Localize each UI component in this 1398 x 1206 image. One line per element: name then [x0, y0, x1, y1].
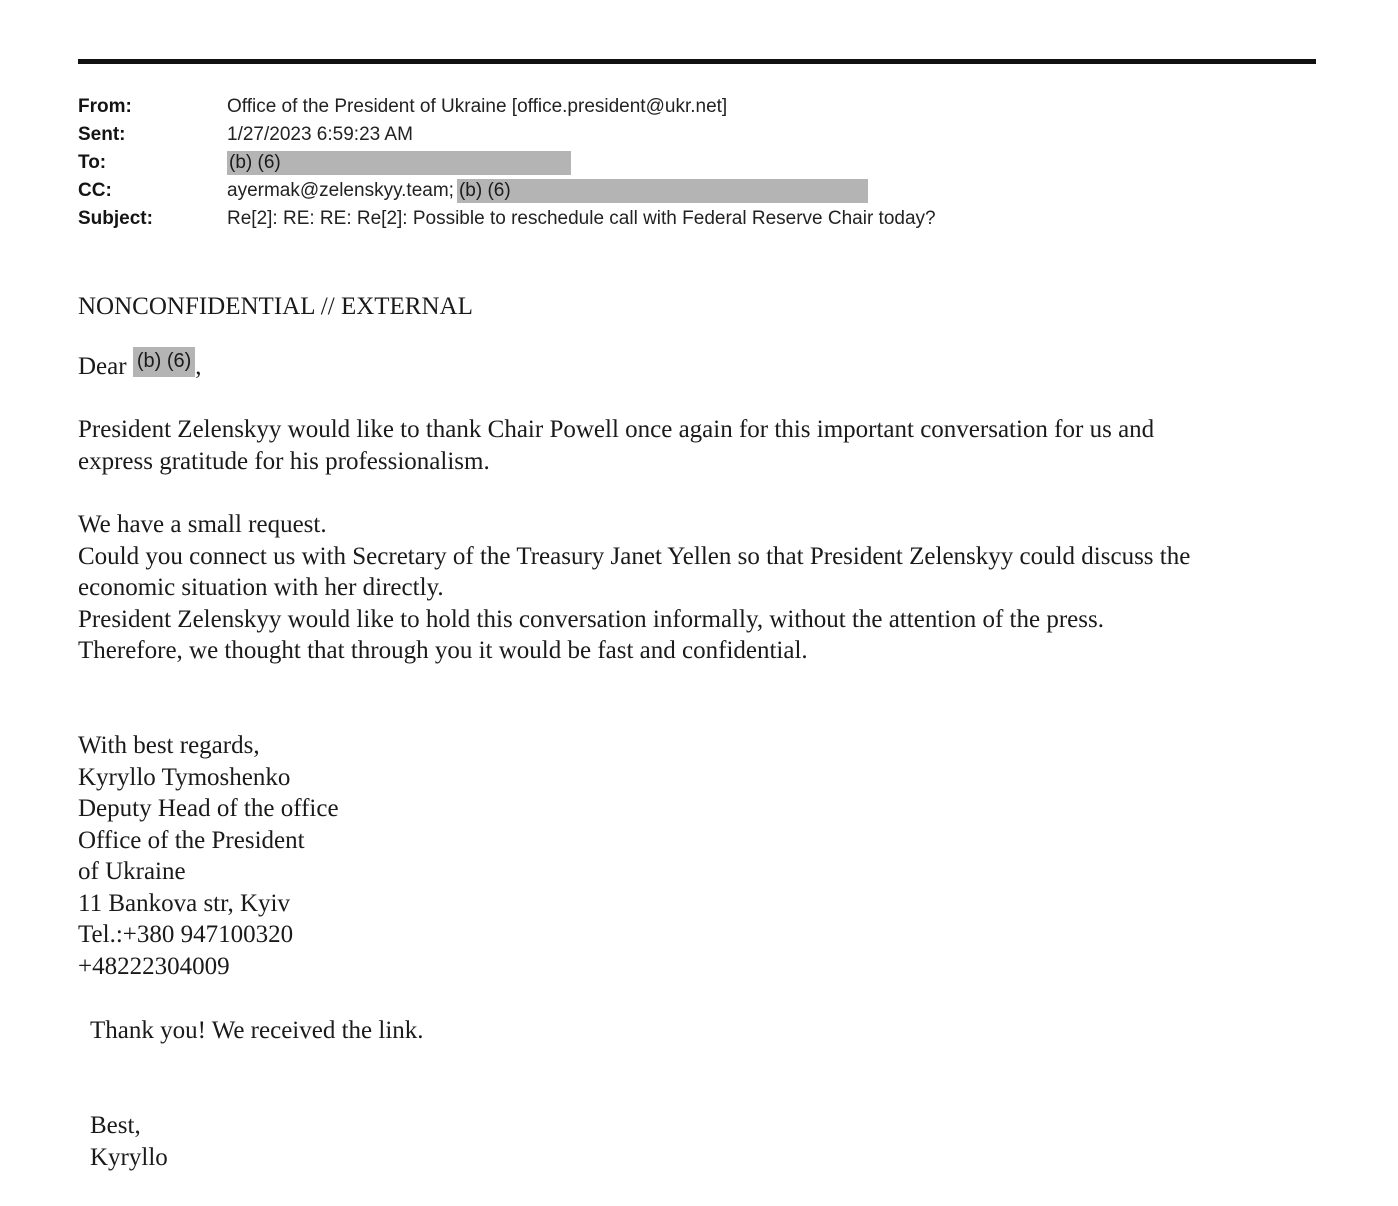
paragraph-line: express gratitude for his professionalism.: [78, 447, 490, 475]
signoff-line: Kyryllo: [90, 1143, 168, 1171]
greeting-redaction: (b) (6): [133, 347, 195, 377]
sent-row: [78, 121, 936, 149]
paragraph-line: Could you connect us with Secretary of the Treasury Janet Yellen so that President Zelenskyy could discuss the: [78, 542, 1191, 570]
to-row: [78, 149, 936, 177]
paragraph-line: President Zelenskyy would like to hold this conversation informally, without the attention of the press.: [78, 605, 1104, 633]
signature-line: +48222304009: [78, 952, 230, 980]
from-value: Office of the President of Ukraine [office.president@ukr.net]: [227, 96, 728, 117]
cc-label: CC:: [78, 180, 112, 201]
paragraph-line: President Zelenskyy would like to thank Chair Powell once again for this important conversation for us and: [78, 416, 1155, 443]
signature-line: Kyryllo Tymoshenko: [78, 763, 291, 791]
sent-value: 1/27/2023 6:59:23 AM: [227, 124, 413, 145]
signature-line: Tel.:+380 947100320: [78, 921, 294, 948]
cc-row: [78, 177, 936, 205]
sent-label: Sent:: [78, 124, 126, 145]
subject-value: Re[2]: RE: RE: Re[2]: Possible to reschedule call with Federal Reserve Chair today?: [227, 208, 936, 229]
subject-row: [78, 205, 936, 233]
signature-block: [78, 730, 339, 982]
to-label: To:: [78, 152, 107, 173]
paragraph-line: Therefore, we thought that through you it would be fast and confidential.: [78, 637, 808, 664]
top-divider: [78, 59, 1316, 64]
signature-line: 11 Bankova str, Kyiv: [78, 889, 290, 917]
from-row: [78, 93, 936, 121]
signature-line: Deputy Head of the office: [78, 795, 339, 822]
signoff-line: Best,: [90, 1112, 141, 1139]
greeting-suffix: ,: [195, 353, 202, 380]
signature-line: Office of the President: [78, 826, 305, 854]
email-header: [78, 93, 936, 233]
greeting-prefix: Dear: [78, 353, 127, 380]
signature-line: of Ukraine: [78, 858, 186, 885]
paragraph-line: We have a small request.: [78, 511, 327, 538]
subject-label: Subject:: [78, 208, 153, 229]
paragraph-line: economic situation with her directly.: [78, 574, 444, 601]
cc-value: ayermak@zelenskyy.team;: [227, 180, 454, 201]
paragraph-request: [78, 509, 1190, 667]
to-redaction: (b) (6): [227, 151, 571, 175]
greeting: [78, 351, 202, 383]
paragraph-thanks: [78, 414, 1154, 477]
quoted-signoff: [90, 1110, 168, 1173]
quoted-message: Thank you! We received the link.: [90, 1017, 424, 1044]
signature-line: With best regards,: [78, 732, 260, 759]
cc-redaction: (b) (6): [457, 179, 868, 203]
from-label: From:: [78, 96, 132, 117]
classification-line: NONCONFIDENTIAL // EXTERNAL: [78, 293, 473, 320]
